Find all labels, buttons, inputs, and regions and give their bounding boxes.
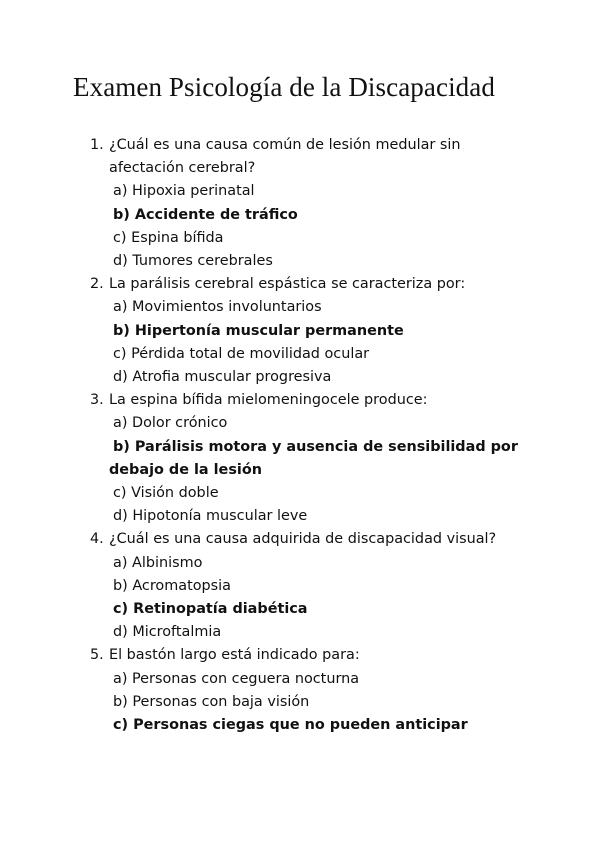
option-b-correct: b) Accidente de tráfico xyxy=(113,206,298,223)
question-text: La parálisis cerebral espástica se caracteriza por: xyxy=(109,276,466,293)
question-2 xyxy=(90,273,530,389)
question-text: La espina bífida mielomeningocele produce: xyxy=(109,392,428,409)
option-a: a) Movimientos involuntarios xyxy=(113,299,322,316)
option-d: d) Tumores cerebrales xyxy=(113,253,273,270)
question-5 xyxy=(90,644,530,737)
question-1 xyxy=(90,134,530,273)
option-a: a) Hipoxia perinatal xyxy=(113,183,255,200)
option-a: a) Personas con ceguera nocturna xyxy=(113,670,360,687)
option-a: a) Albinismo xyxy=(113,554,203,571)
page-title: Examen Psicología de la Discapacidad xyxy=(73,72,495,102)
question-text-line: afectación cerebral? xyxy=(109,160,256,177)
question-text: El bastón largo está indicado para: xyxy=(109,647,360,664)
option-c: c) Pérdida total de movilidad ocular xyxy=(113,345,370,362)
question-text: ¿Cuál es una causa adquirida de discapacidad visual? xyxy=(109,531,497,548)
option-text-line: debajo de la lesión xyxy=(109,461,262,478)
question-number: 1. xyxy=(90,137,104,153)
question-number: 2. xyxy=(90,276,104,293)
option-b-correct: b) Hipertonía muscular permanente xyxy=(113,322,404,339)
option-d: d) Hipotonía muscular leve xyxy=(113,508,308,525)
question-number: 3. xyxy=(90,392,104,409)
option-b: b) Personas con baja visión xyxy=(113,693,310,710)
question-number: 5. xyxy=(90,647,104,664)
option-b-correct xyxy=(109,436,530,482)
question-list xyxy=(90,134,530,737)
option-c: c) Espina bífida xyxy=(113,229,224,246)
option-c: c) Visión doble xyxy=(113,485,219,502)
option-c-correct: c) Retinopatía diabética xyxy=(113,601,308,618)
question-text-line: ¿Cuál es una causa común de lesión medular sin xyxy=(109,137,461,153)
question-text xyxy=(109,134,530,180)
option-c-correct: c) Personas ciegas que no pueden anticipar xyxy=(113,717,468,734)
option-d: d) Microftalmia xyxy=(113,624,222,641)
question-4 xyxy=(90,528,530,644)
option-d: d) Atrofia muscular progresiva xyxy=(113,369,332,386)
option-b: b) Acromatopsia xyxy=(113,577,231,594)
question-3 xyxy=(90,389,530,528)
question-number: 4. xyxy=(90,531,104,548)
option-text-line: b) Parálisis motora y ausencia de sensibilidad por xyxy=(113,438,518,455)
option-a: a) Dolor crónico xyxy=(113,415,228,432)
